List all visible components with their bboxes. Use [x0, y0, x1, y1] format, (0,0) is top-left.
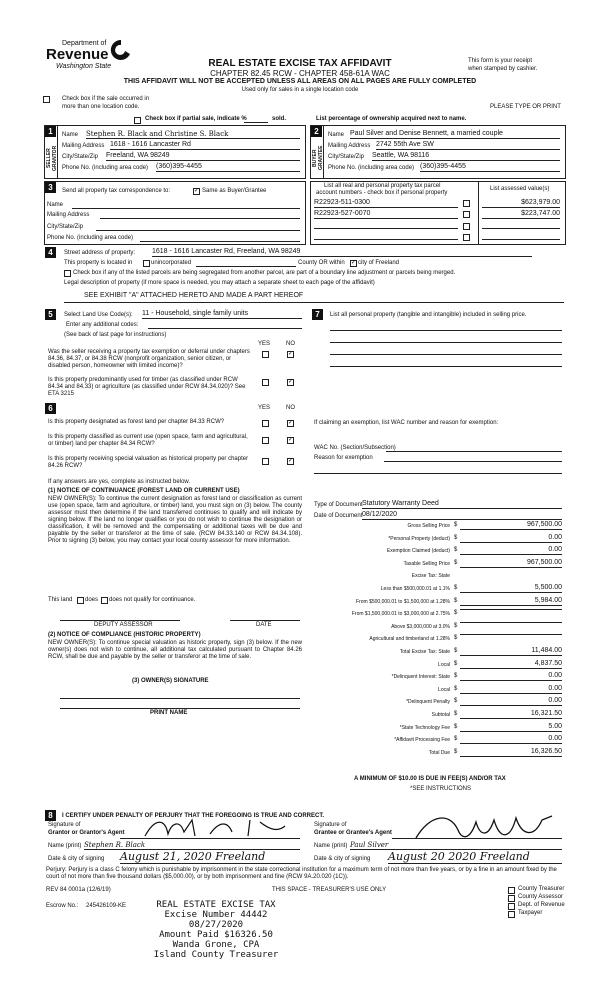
unincorporated-label: unincorporated [151, 260, 192, 266]
dollar-sign: $ [454, 749, 458, 755]
escrow-label: Escrow No.: [46, 903, 79, 909]
s6-q2-yes-checkbox[interactable] [262, 437, 269, 444]
stamp-line: 08/27/2020 [188, 920, 244, 930]
ownership-note: List percentage of ownership acquired next to name. [316, 116, 467, 122]
see-back-note: (See back of last page for instructions) [64, 332, 167, 338]
county-field[interactable] [196, 266, 296, 267]
tax-row-label: Total Excise Tax: State [399, 649, 450, 655]
buyer-mailing-label: Mailing Address [328, 143, 371, 149]
grantor-name-print[interactable]: Stephen R. Black [84, 841, 300, 850]
s6-question-forest: Is this property designated as forest land per chapter 84.33 RCW? [48, 419, 225, 425]
tax-row-label: Above $3,000,000 at 3.0% [391, 624, 450, 630]
land-use-field[interactable]: 11 - Household, single family units [142, 310, 302, 319]
personal-property-label: List all personal property (tangible and intangible) included in selling price. [330, 312, 527, 318]
parcel-header: List all real and personal property tax parcel [324, 183, 441, 189]
owner-signature-label: (3) OWNER(S) SIGNATURE [132, 678, 209, 684]
tax-row-label: Local [438, 662, 450, 668]
personal-property-line[interactable] [330, 354, 562, 355]
parcel-personal-checkbox[interactable] [463, 234, 470, 241]
seller-name-field[interactable]: Stephen R. Black and Christine S. Black [86, 130, 300, 139]
copy-checkbox[interactable] [508, 911, 515, 918]
section-5-number: 5 [45, 309, 56, 320]
notice-continuance-text: NEW OWNER(S): To continue the current designation as forest land or classification as current use (open space, farm and agriculture, or timber) land, you must sign on (3) below. The county assessor must then determine if the land transferred continues to qualify and will indicate by signing below. If the land no longer qualifies or you do not wish to continue the designation or classification, it will be removed and the compensating or additional taxes will be due and payable by the seller or transferor at the time of sale. (RCW 84.33.140 or RCW 84.34.108). Prior to signing (3) below, you may contact your local county assessor for more information. [48, 496, 302, 544]
tax-row-value[interactable]: 11,484.00 [460, 647, 562, 656]
dollar-sign: $ [454, 585, 458, 591]
grantee-date-label: Date & city of signing [314, 856, 371, 862]
dollar-sign: $ [454, 535, 458, 541]
s5-q1-yes-checkbox[interactable] [262, 351, 269, 358]
additional-codes-label: Enter any additional codes: [66, 322, 139, 328]
dollar-sign: $ [454, 736, 458, 742]
buyer-phone-field[interactable]: (360)395-4455 [420, 163, 560, 172]
stamp-line: Excise Number 44442 [164, 910, 268, 920]
copy-label: Dept. of Revenue [518, 902, 565, 908]
see-instructions-note: *SEE INSTRUCTIONS [410, 786, 472, 792]
street-address-field[interactable]: 1618 - 1616 Lancaster Rd, Freeland, WA 98249 [152, 248, 532, 257]
street-address-label: Street address of property: [64, 250, 136, 256]
seller-phone-field[interactable]: (360)395-4455 [156, 163, 300, 172]
grantee-signature-label-2: Grantee or Grantee's Agent [314, 830, 392, 836]
exemption-note: If claiming an exemption, list WAC number and reason for exemption: [314, 420, 499, 426]
tax-row-label: Subtotal [431, 712, 450, 718]
exemption-reason-field[interactable] [384, 461, 562, 462]
tax-row-value[interactable]: 5,984.00 [460, 597, 562, 606]
grantor-date-label: Date & city of signing [48, 856, 105, 862]
grantee-name-print-label: Name (print) [314, 843, 348, 849]
legal-line [64, 302, 564, 303]
multi-location-label: Check box if the sale occurred in [62, 96, 150, 102]
grantee-name-print[interactable]: Paul Silver [350, 841, 562, 850]
form-warning: THIS AFFIDAVIT WILL NOT BE ACCEPTED UNLESS ALL AREAS ON ALL PAGES ARE FULLY COMPLETED [123, 78, 477, 85]
unincorporated-checkbox[interactable] [143, 260, 150, 267]
tax-row-label: Taxable Selling Price [403, 561, 450, 567]
send-correspondence-label: Send all property tax correspondence to: [62, 188, 171, 194]
deputy-line [60, 620, 180, 621]
doc-type-label: Type of Document [314, 502, 363, 508]
parcel-assessed-value[interactable] [482, 239, 560, 240]
buyer-city-label: City/State/Zip [328, 154, 365, 160]
partial-sale-checkbox[interactable] [134, 117, 141, 124]
tax-row-label: Less than $500,000.01 at 1.1% [380, 586, 450, 592]
s6-q3-no-checkbox[interactable]: ✓ [288, 458, 294, 464]
grantor-signature-label: Signature of [48, 822, 81, 828]
s3-city-label: City/State/Zip [47, 224, 84, 230]
seller-city-field[interactable]: Freeland, WA 98249 [106, 152, 300, 161]
tax-row-value[interactable]: 967,500.00 [460, 521, 562, 530]
minimum-due-note: A MINIMUM OF $10.00 IS DUE IN FEE(S) AND/OR TAX [354, 776, 506, 782]
logo-state: Washington State [56, 63, 112, 70]
tax-row-value[interactable] [460, 622, 562, 623]
dollar-sign: $ [454, 598, 458, 604]
rev-number: REV 84 0001a (12/6/19) [46, 887, 111, 893]
tax-row-label: From $500,000.01 to $1,500,000 at 1.28% [356, 599, 450, 605]
exemption-reason-line[interactable] [314, 473, 562, 474]
s3-phone-field[interactable] [140, 241, 300, 242]
seller-phone-label: Phone No. (including area code) [62, 165, 149, 171]
s5-question-timber: Is this property predominantly used for timber (as classified under RCW 84.34 and 84.33) or agriculture (as classified under RCW 84.34.020)? See ETA 3215 [48, 377, 246, 397]
does-label: does [85, 597, 99, 603]
certify-statement: I CERTIFY UNDER PENALTY OF PERJURY THAT THE FOREGOING IS TRUE AND CORRECT. [62, 813, 325, 819]
dollar-sign: $ [454, 661, 458, 667]
logo-dept-line: Department of [62, 40, 107, 47]
legal-description-label: Legal description of property (if more space is needed, you may attach a separate sheet to each page of the affidavit) [64, 280, 375, 286]
stamp-line: Amount Paid $16326.50 [159, 930, 273, 940]
parcel-assessed-value[interactable] [482, 228, 560, 229]
seller-mailing-field[interactable]: 1618 - 1616 Lancaster Rd [110, 141, 300, 150]
receipt-note-2: when stamped by cashier. [468, 66, 538, 72]
tax-row-label: Local [438, 687, 450, 693]
buyer-divider [323, 125, 324, 178]
does-not-label: does not qualify for continuance. [109, 597, 196, 603]
notice-compliance-text: NEW OWNER(S): To continue special valuation as historic property, sign (3) below. If the new owner(s) does not wish to continue, all additional tax calculated pursuant to Chapter 84.26 RCW, shall be due and payable by the seller or transferor at the time of sale. [48, 640, 302, 660]
s6-question-historic: Is this property receiving special valuation as historical property per chapter 84.26 RCW? [48, 456, 249, 469]
notice-compliance-title: (2) NOTICE OF COMPLIANCE (HISTORIC PROPERTY) [48, 632, 201, 638]
grantor-date-city[interactable]: August 21, 2020 Freeland [120, 850, 300, 864]
tax-row-label: From $1,500,000.01 to $3,000,000 at 2.75% [351, 611, 450, 617]
wac-label: WAC No. (Section/Subsection) [314, 445, 396, 451]
segregated-checkbox[interactable] [64, 270, 71, 277]
section-1-number: 1 [45, 126, 56, 137]
grantee-signature-label: Signature of [314, 822, 347, 828]
tax-row-label: *Delinquent Penalty [406, 699, 450, 705]
buyer-phone-label: Phone No. (including area code) [328, 165, 415, 171]
parcel-number[interactable] [314, 228, 458, 229]
tax-row-value[interactable]: 0.00 [460, 735, 562, 744]
escrow-number: 245426109-KE [86, 903, 127, 909]
personal-property-line[interactable] [330, 366, 562, 367]
no-header: NO [286, 341, 295, 347]
this-land-label: This land [48, 597, 73, 603]
tax-row-label: Agricultural and timberland at 1.28% [369, 636, 450, 642]
treasurer-space-label: THIS SPACE - TREASURER'S USE ONLY [272, 887, 387, 893]
doc-date-label: Date of Document [314, 513, 363, 519]
notice-continuance-title: (1) NOTICE OF CONTINUANCE (FOREST LAND OR CURRENT USE) [48, 488, 240, 494]
parcel-number[interactable]: R22923-527-0070 [314, 210, 458, 219]
s3-phone-label: Phone No. (including area code) [47, 235, 134, 241]
copy-label: County Treasurer [518, 886, 565, 892]
logo-revenue: Revenue [46, 46, 109, 63]
grantor-signature-line [120, 838, 300, 839]
s5-q1-no-checkbox[interactable]: ✓ [288, 351, 294, 357]
deputy-date-label: DATE [256, 622, 272, 628]
tax-row-value[interactable]: 967,500.00 [460, 559, 562, 568]
tax-row-value[interactable]: 16,321.50 [460, 710, 562, 719]
form-subtitle: CHAPTER 82.45 RCW - CHAPTER 458-61A WAC [210, 69, 390, 78]
personal-property-line[interactable] [330, 330, 562, 331]
s6-q2-no-checkbox[interactable]: ✓ [288, 437, 294, 443]
dollar-sign: $ [454, 623, 458, 629]
tax-row-value[interactable]: 0.00 [460, 697, 562, 706]
multi-location-label-2: more than one location code. [62, 104, 140, 110]
stamp-line: Island County Treasurer [153, 950, 279, 960]
tax-row-label: *Personal Property (deduct) [388, 536, 450, 542]
dollar-sign: $ [454, 610, 458, 616]
receipt-note: This form is your receipt [468, 58, 533, 64]
copy-label: Taxpayer [518, 910, 543, 916]
print-name-label: PRINT NAME [150, 710, 188, 716]
buyer-name-label: Name [328, 132, 345, 138]
tax-row-label: Exemption Claimed (deduct) [386, 548, 450, 554]
copy-checkbox[interactable] [508, 903, 515, 910]
tax-row-value[interactable]: 5.00 [460, 723, 562, 732]
tax-row-label: Total Due [428, 750, 450, 756]
s3-name-field[interactable] [72, 208, 300, 209]
parcel-assessed-value[interactable]: $223,747.00 [482, 210, 560, 219]
buyer-city-field[interactable]: Seattle, WA 98116 [372, 152, 560, 161]
city-of-label: city of Freeland [358, 260, 400, 266]
doc-type-field[interactable]: Statutory Warranty Deed [362, 500, 562, 509]
form-title: REAL ESTATE EXCISE TAX AFFIDAVIT [208, 58, 392, 69]
buyer-name-field[interactable]: Paul Silver and Denise Bennett, a married couple [350, 130, 560, 139]
stamp-line: Wanda Grone, CPA [172, 940, 260, 950]
perjury-notice: Perjury: Perjury is a class C felony which is punishable by imprisonment in the state correctional institution for a maximum term of not more than five years, or by a fine in an amount fixed by the court of not more than five thousand dollars ($5,000.00), or by both imprisonment and fine (RCW 9A.20.020 (1C)). [46, 867, 557, 880]
grantor-name-print-label: Name (print) [48, 843, 82, 849]
s3-city-field[interactable] [96, 230, 300, 231]
grantor-signature-label-2: Grantor or Grantor's Agent [48, 830, 125, 836]
s6-question-current-use: Is this property classified as current use (open space, farm and agricultural, or timber) land per chapter 84.34 RCW? [48, 434, 248, 447]
section-6-number: 6 [45, 403, 56, 414]
dollar-sign: $ [454, 547, 458, 553]
s3-name-label: Name [47, 202, 64, 208]
tax-row-value[interactable]: 0.00 [460, 546, 562, 555]
seller-name-label: Name [62, 132, 79, 138]
copy-checkbox[interactable] [508, 887, 515, 894]
grantor-signature[interactable] [140, 816, 290, 840]
section-4-number: 4 [45, 247, 56, 258]
copy-label: County Assessor [518, 894, 564, 900]
dollar-sign: $ [454, 673, 458, 679]
deputy-date-line [230, 620, 300, 621]
buyer-mailing-field[interactable]: 2742 55th Ave SW [376, 141, 560, 150]
seller-side-label: SELLER GRANTOR [46, 145, 58, 171]
tax-row-value[interactable]: 5,500.00 [460, 584, 562, 593]
partial-sale-label: Check box if partial sale, indicate % [145, 116, 247, 122]
section-8-number: 8 [45, 810, 56, 821]
parcel-col-divider [478, 181, 479, 244]
parcel-personal-checkbox[interactable] [463, 211, 470, 218]
city-of-checkbox[interactable]: ✓ [351, 260, 357, 266]
section-2-number: 2 [311, 126, 322, 137]
if-yes-note: If any answers are yes, complete as instructed below. [48, 479, 191, 485]
dollar-sign: $ [454, 522, 458, 528]
land-use-label: Select Land Use Code(s): [64, 312, 133, 318]
grantee-date-city[interactable]: August 20 2020 Freeland [388, 850, 562, 864]
dollar-sign: $ [454, 724, 458, 730]
grantee-signature-line [392, 838, 562, 839]
seller-city-label: City/State/Zip [62, 154, 99, 160]
dollar-sign: $ [454, 711, 458, 717]
doc-date-field[interactable]: 08/12/2020 [362, 511, 562, 520]
exemption-reason-label: Reason for exemption [314, 455, 373, 461]
parcel-personal-checkbox[interactable] [463, 200, 470, 207]
s6-q3-yes-checkbox[interactable] [262, 458, 269, 465]
owner-signature-line[interactable] [60, 698, 300, 699]
sold-label: sold. [272, 116, 287, 122]
assessed-header: List assessed value(s) [490, 186, 550, 192]
parcel-personal-checkbox[interactable] [463, 223, 470, 230]
s3-mailing-label: Mailing Address [47, 212, 90, 218]
s6-q1-no-checkbox[interactable]: ✓ [288, 420, 294, 426]
county-or-within: County OR within [298, 260, 345, 266]
s6-no-header: NO [286, 405, 295, 411]
tax-row-value[interactable]: 0.00 [460, 534, 562, 543]
seller-divider [57, 125, 58, 178]
legal-description[interactable]: SEE EXHIBIT "A" ATTACHED HERETO AND MADE A PART HEREOF [84, 292, 304, 299]
yes-header: YES [258, 341, 271, 347]
land-does-not-checkbox[interactable] [101, 597, 108, 604]
land-does-checkbox[interactable] [77, 597, 84, 604]
same-as-buyer-checkbox[interactable]: ✓ [194, 188, 200, 194]
same-as-buyer-label: Same as Buyer/Grantee [202, 188, 267, 194]
partial-sale-percent-field[interactable] [244, 122, 268, 123]
section-7-number: 7 [312, 309, 323, 320]
treasurer-stamp [146, 900, 286, 960]
single-location-note: Used only for sales in a single location code [241, 87, 359, 93]
segregated-label: Check box if any of the listed parcels are being segregated from another parcel, are part of a boundary line adjustment or parcels being merged. [73, 270, 456, 276]
tax-row-value[interactable] [460, 609, 562, 610]
tax-row-label: *Delinquent Interest: State [391, 674, 450, 680]
s6-yes-header: YES [258, 405, 271, 411]
tax-row-value[interactable]: 4,837.50 [460, 660, 562, 669]
additional-codes-field[interactable] [148, 328, 302, 329]
s3-mailing-field[interactable] [100, 218, 300, 219]
seller-mailing-label: Mailing Address [62, 143, 105, 149]
dollar-sign: $ [454, 648, 458, 654]
copy-checkbox[interactable] [508, 895, 515, 902]
tax-row-value[interactable]: 0.00 [460, 685, 562, 694]
tax-row-label: *Affidavit Processing Fee [394, 737, 450, 743]
personal-property-line[interactable] [330, 342, 562, 343]
s5-q2-no-checkbox[interactable]: ✓ [288, 379, 294, 385]
tax-row-value[interactable]: 0.00 [460, 672, 562, 681]
tax-row-label: *State Technology Fee [399, 725, 450, 731]
dollar-sign: $ [454, 635, 458, 641]
section-3-number: 3 [45, 182, 56, 193]
parcel-number[interactable] [314, 239, 458, 240]
tax-row-value[interactable]: 16,326.50 [460, 748, 562, 757]
wac-field[interactable] [386, 451, 562, 452]
tax-row-value[interactable] [460, 634, 562, 635]
multi-location-checkbox[interactable] [43, 96, 50, 103]
located-label: This property is located in [64, 260, 133, 266]
tax-row-label: Gross Selling Price [407, 523, 450, 529]
type-or-print-note: PLEASE TYPE OR PRINT [490, 104, 561, 110]
buyer-side-label: BUYER GRANTEE [312, 145, 324, 171]
dollar-sign: $ [454, 686, 458, 692]
s5-q2-yes-checkbox[interactable] [262, 379, 269, 386]
parcel-number[interactable]: R22923-511-0300 [314, 199, 458, 208]
print-name-line[interactable] [60, 708, 300, 709]
dollar-sign: $ [454, 560, 458, 566]
parcel-header-2: account numbers - check box if personal property [316, 190, 448, 196]
s5-question-exemption: Was the seller receiving a property tax exemption or deferral under chapters 84.36, 84.37, or 84.38 RCW (nonprofit organization, senior citizen, or disabled person, homeowner with limited income)? [48, 349, 250, 369]
stamp-line: REAL ESTATE EXCISE TAX [156, 900, 276, 910]
dollar-sign: $ [454, 698, 458, 704]
s6-q1-yes-checkbox[interactable] [262, 420, 269, 427]
tax-row-label: Excise Tax: State [411, 573, 450, 579]
parcel-assessed-value[interactable]: $623,979.00 [482, 199, 560, 208]
deputy-assessor-label: DEPUTY ASSESSOR [94, 622, 153, 628]
